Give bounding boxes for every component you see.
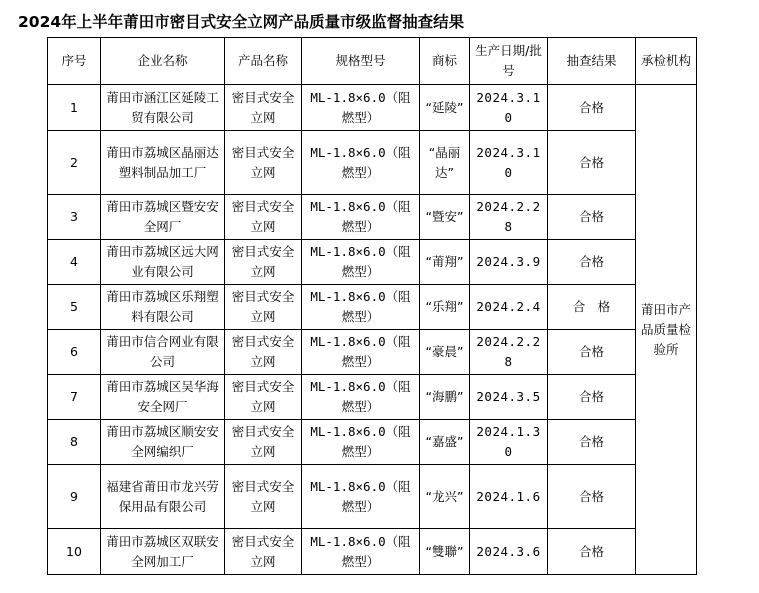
header-product: 产品名称 [225, 38, 302, 85]
cell-result: 合格 [548, 131, 636, 195]
cell-date: 2024.2.4 [470, 285, 548, 330]
table-row [48, 85, 697, 131]
cell-company: 莆田市信合网业有限公司 [101, 330, 225, 375]
table-row [48, 131, 697, 195]
cell-brand: “雙聯” [420, 529, 470, 575]
header-company: 企业名称 [101, 38, 225, 85]
cell-index: 5 [48, 285, 101, 330]
cell-date: 2024.2.28 [470, 195, 548, 240]
cell-index: 8 [48, 420, 101, 465]
table-row [48, 195, 697, 240]
cell-index: 1 [48, 85, 101, 131]
cell-result: 合格 [548, 465, 636, 529]
cell-index: 6 [48, 330, 101, 375]
cell-brand: “晶丽达” [420, 131, 470, 195]
cell-date: 2024.3.10 [470, 131, 548, 195]
cell-product: 密目式安全立网 [225, 375, 302, 420]
header-org: 承检机构 [636, 38, 697, 85]
cell-result: 合格 [548, 420, 636, 465]
header-row [48, 38, 697, 85]
cell-product: 密目式安全立网 [225, 330, 302, 375]
cell-date: 2024.3.9 [470, 240, 548, 285]
cell-date: 2024.3.6 [470, 529, 548, 575]
cell-brand: “海鹏” [420, 375, 470, 420]
table-row [48, 285, 697, 330]
cell-result: 合格 [548, 529, 636, 575]
cell-company: 莆田市荔城区乐翔塑料有限公司 [101, 285, 225, 330]
cell-spec: ML-1.8×6.0（阻燃型） [302, 240, 420, 285]
cell-spec: ML-1.8×6.0（阻燃型） [302, 529, 420, 575]
cell-date: 2024.3.10 [470, 85, 548, 131]
cell-result: 合 格 [548, 285, 636, 330]
cell-product: 密目式安全立网 [225, 131, 302, 195]
table-row [48, 420, 697, 465]
cell-product: 密目式安全立网 [225, 195, 302, 240]
cell-product: 密目式安全立网 [225, 285, 302, 330]
header-brand: 商标 [420, 38, 470, 85]
document-title: 2024年上半年莆田市密目式安全立网产品质量市级监督抽查结果 [18, 13, 465, 31]
cell-company: 莆田市荔城区晶丽达塑料制品加工厂 [101, 131, 225, 195]
cell-index: 2 [48, 131, 101, 195]
cell-company: 莆田市荔城区远大网业有限公司 [101, 240, 225, 285]
cell-spec: ML-1.8×6.0（阻燃型） [302, 85, 420, 131]
cell-company: 莆田市荔城区顺安安全网编织厂 [101, 420, 225, 465]
header-spec: 规格型号 [302, 38, 420, 85]
header-date: 生产日期/批号 [470, 38, 548, 85]
cell-index: 7 [48, 375, 101, 420]
table-row [48, 375, 697, 420]
cell-brand: “莆翔” [420, 240, 470, 285]
table-row [48, 330, 697, 375]
cell-spec: ML-1.8×6.0（阻燃型） [302, 285, 420, 330]
cell-date: 2024.1.6 [470, 465, 548, 529]
cell-brand: “豪晨” [420, 330, 470, 375]
cell-index: 10 [48, 529, 101, 575]
cell-result: 合格 [548, 85, 636, 131]
table-row [48, 529, 697, 575]
cell-product: 密目式安全立网 [225, 240, 302, 285]
table-row [48, 240, 697, 285]
cell-product: 密目式安全立网 [225, 529, 302, 575]
cell-product: 密目式安全立网 [225, 420, 302, 465]
cell-result: 合格 [548, 240, 636, 285]
cell-spec: ML-1.8×6.0（阻燃型） [302, 375, 420, 420]
header-index: 序号 [48, 38, 101, 85]
cell-spec: ML-1.8×6.0（阻燃型） [302, 465, 420, 529]
cell-index: 3 [48, 195, 101, 240]
cell-index: 9 [48, 465, 101, 529]
cell-company: 莆田市荔城区双联安全网加工厂 [101, 529, 225, 575]
cell-spec: ML-1.8×6.0（阻燃型） [302, 131, 420, 195]
cell-product: 密目式安全立网 [225, 465, 302, 529]
cell-company: 福建省莆田市龙兴劳保用品有限公司 [101, 465, 225, 529]
cell-result: 合格 [548, 330, 636, 375]
cell-index: 4 [48, 240, 101, 285]
cell-company: 莆田市荔城区吴华海安全网厂 [101, 375, 225, 420]
cell-brand: “龙兴” [420, 465, 470, 529]
cell-brand: “延陵” [420, 85, 470, 131]
cell-result: 合格 [548, 375, 636, 420]
cell-date: 2024.3.5 [470, 375, 548, 420]
cell-product: 密目式安全立网 [225, 85, 302, 131]
cell-spec: ML-1.8×6.0（阻燃型） [302, 420, 420, 465]
inspection-results-table [47, 37, 697, 575]
cell-inspection-org: 莆田市产品质量检验所 [636, 85, 697, 575]
cell-result: 合格 [548, 195, 636, 240]
cell-brand: “嘉盛” [420, 420, 470, 465]
cell-spec: ML-1.8×6.0（阻燃型） [302, 330, 420, 375]
cell-spec: ML-1.8×6.0（阻燃型） [302, 195, 420, 240]
cell-date: 2024.1.30 [470, 420, 548, 465]
table-row [48, 465, 697, 529]
cell-brand: “乐翔” [420, 285, 470, 330]
cell-brand: “暨安” [420, 195, 470, 240]
cell-date: 2024.2.28 [470, 330, 548, 375]
header-result: 抽查结果 [548, 38, 636, 85]
cell-company: 莆田市涵江区延陵工贸有限公司 [101, 85, 225, 131]
cell-company: 莆田市荔城区暨安安全网厂 [101, 195, 225, 240]
